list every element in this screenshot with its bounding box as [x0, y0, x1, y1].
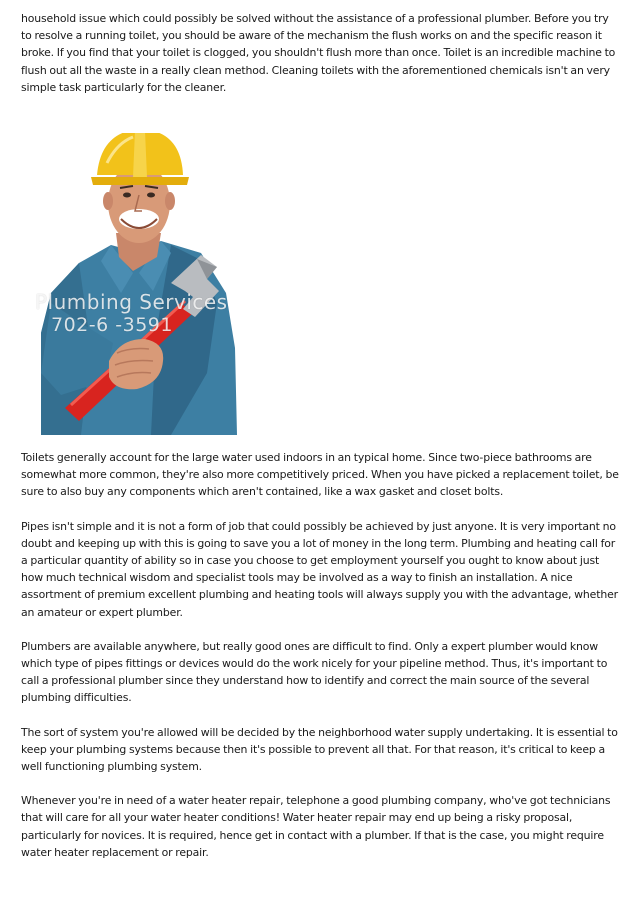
document-page: [21, 10, 619, 861]
paragraph-intro: household issue which could possibly be solved without the assistance of a professional plumber. Before you try to resolve a running toilet, you should be aware of the mechanism the flush works on and the specific reason it broke. If you find that your toilet is clogged, you shouldn't flush more than once. Toilet is an incredible machine to flush out all the waste in a really clean method. Cleaning toilets with the aforementioned chemicals isn't an very simple task particularly for the cleaner.: [21, 12, 616, 94]
paragraph-pipes: Pipes isn't simple and it is not a form of job that could possibly be achieved by just anyone. It is very important no doubt and keeping up with this is going to save you a lot of money in the long term. Plumbing and heating call for a particular quantity of ability so in case you choose to get employment yourself you ought to know about just how much technical wisdom and specialist tools may be involved as a way to finish an installation. A nice assortment of premium excellent plumbing and heating tools will always supply you with the advantage, whether an amateur or expert plumber.: [21, 519, 618, 619]
paragraph-toilets: Toilets generally account for the large water used indoors in an typical home. Since two-piece bathrooms are somewhat more common, they're also more competitively priced. When you have picked a replacement toilet, be sure to also buy any components which aren't contained, like a wax gasket and closet bolts.: [21, 451, 619, 499]
watermark-title: Plumbing Services: [35, 290, 228, 315]
plumber-illustration: [21, 133, 237, 435]
paragraph-system: The sort of system you're allowed will be decided by the neighborhood water supply undertaking. It is essential to keep your plumbing systems because then it's possible to prevent all that. For that reason, it's critical to keep a well functioning plumbing system.: [21, 725, 618, 774]
paragraph-plumbers: Plumbers are available anywhere, but really good ones are difficult to find. Only a expert plumber would know which type of pipes fittings or devices would do the work nicely for your pipeline method. Thus, it's important to call a professional plumber since they understand how to identify and correct the main source of the several plumbing difficulties.: [21, 639, 608, 705]
watermark-phone: 702-6 -3591: [51, 314, 173, 337]
paragraph-water-heater: Whenever you're in need of a water heater repair, telephone a good plumbing company, who've got technicians that will care for all your water heater conditions! Water heater repair may end up being a risky proposal, particularly for novices. It is required, hence get in contact with a plumber. If that is the case, you might require water heater replacement or repair.: [21, 794, 611, 859]
plumber-photo: [21, 133, 237, 435]
